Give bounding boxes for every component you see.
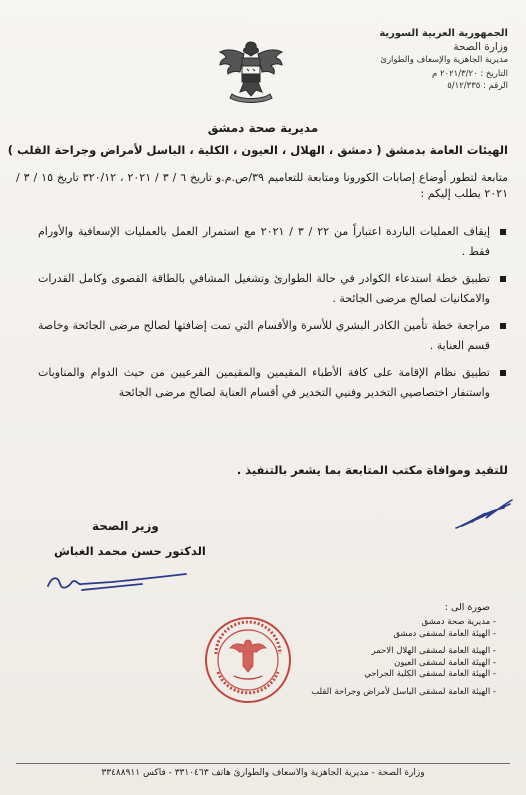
directive-item (38, 316, 508, 356)
initial-scribble-icon (452, 494, 518, 534)
directive-text: مراجعة خطة تأمين الكادر البشري للأسرة والأقسام التي تمت إضافتها لصالح مرضى الجائحة وخاصة قسم العناية . (38, 319, 490, 352)
header-date: التاريخ : ٢٠٢١/٣/٢٠ م (432, 69, 508, 79)
footer-contact: وزارة الصحة - مديرية الجاهزية والاسعاف والطوارئ هاتف ٣٣١٠٤٦٣ - فاكس ٣٣٤٨٨٩١١ (101, 768, 425, 778)
bullet-square-icon (500, 323, 506, 329)
cc-title: صورة الى : (444, 602, 490, 613)
recipients-line: الهيئات العامة بدمشق ( دمشق ، الهلال ، العيون ، الكلية ، الباسل لأمراض وجراحة القلب ) (7, 143, 508, 157)
cc-item: - الهيئة العامة لمشفى الهلال الاحمر (371, 646, 496, 656)
cc-item: - الهيئة العامة لمشفى الكلية الجراحي (364, 669, 496, 679)
intro-paragraph: متابعة لتطور أوضاع إصابات الكورونا ومتابعة للتعاميم ٣٩/ص.م.و تاريخ ٦ / ٣ / ٢٠٢١ ، ٣٢٠/١٢ تاريخ ١٥ / ٣ / ٢٠٢١ يطلب إليكم : (16, 171, 508, 200)
syria-eagle-emblem-icon (214, 34, 288, 106)
handwritten-signature-icon (42, 568, 192, 594)
directives-list (38, 222, 508, 410)
directive-text: إيقاف العمليات الباردة اعتباراً من ٢٢ / ٣ / ٢٠٢١ مع استمرار العمل بالعمليات الإسعافية والأورام فقط . (38, 225, 490, 258)
official-stamp-icon (202, 614, 294, 706)
cc-item: - الهيئة العامة لمشفى العيون (394, 657, 496, 668)
directive-item (38, 269, 508, 309)
directive-text: تطبيق خطة استدعاء الكوادر في حالة الطوارئ وتشغيل المشافي بالطاقة القصوى وكامل القدرات والامكانيات لصالح مرضى الجائحة . (38, 272, 490, 305)
bullet-square-icon (500, 229, 506, 235)
signatory-title: وزير الصحة (92, 519, 159, 533)
directive-item (38, 222, 508, 262)
bullet-square-icon (500, 276, 506, 282)
closing-line: للتقيد وموافاة مكتب المتابعة بما يشعر بالتنفيذ . (236, 463, 508, 477)
header-directorate: مديرية الجاهزية والإسعاف والطوارئ (380, 55, 508, 65)
signatory-name: الدكتور حسن محمد الغباش (54, 544, 206, 558)
cc-item: - مديرية صحة دمشق (421, 617, 496, 627)
footer-rule (16, 763, 510, 764)
cc-item: - الهيئة العامة لمشفى دمشق (393, 628, 496, 639)
directive-text: تطبيق نظام الإقامة على كافة الأطباء المقيمين والمقيمين الفرعيين من حيث الدوام والمناوبات واستنفار اختصاصيي التخدير وفنيي التخدير في أقسام العناية لصالح مرضى الجائحة (38, 366, 490, 399)
department-title: مديرية صحة دمشق (207, 121, 319, 135)
cc-list (311, 617, 496, 698)
header-country: الجمهورية العربية السورية (379, 28, 508, 39)
bullet-square-icon (500, 370, 506, 376)
cc-item: - الهيئة العامة لمشفى الباسل لأمراض وجراحة القلب (311, 686, 496, 697)
header-number: الرقم : ٥/١٢/٣٣٥ (447, 81, 508, 91)
directive-item (38, 363, 508, 403)
header-ministry: وزارة الصحة (453, 41, 508, 53)
